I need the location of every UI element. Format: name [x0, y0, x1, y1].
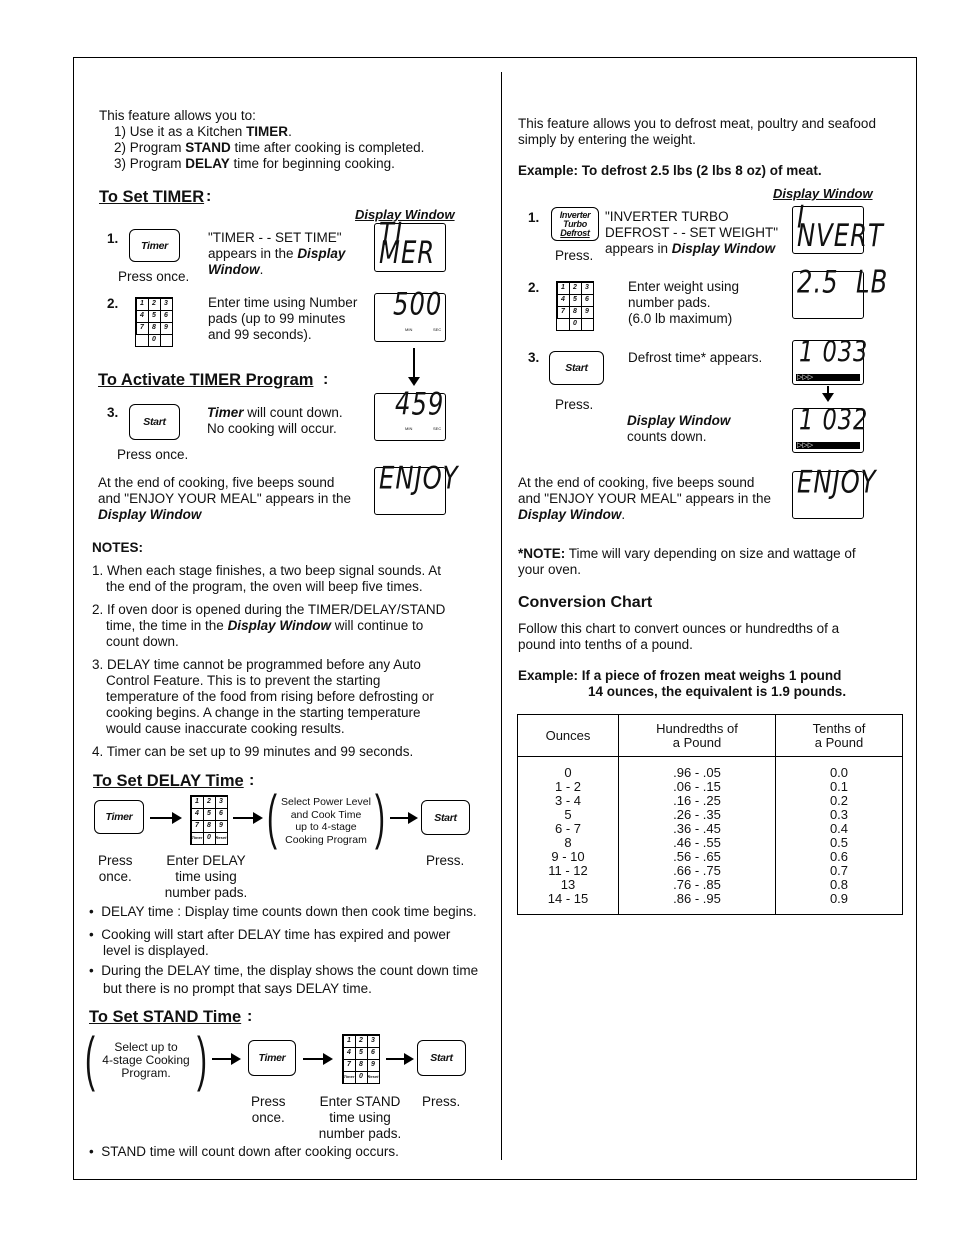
table-header: Ounces Hundredths of a Pound Tenths of a Pound	[518, 715, 903, 757]
delay-bullets: • DELAY time : Display time counts down then cook time begins. • Cooking will start after DELAY time has expired and power level is displayed. • During the DELAY time, the display shows the count down time but there is no prompt that says DELAY time.	[89, 904, 479, 996]
defrost-note: *NOTE: Time will vary depending on size and wattage of your oven.	[518, 546, 856, 577]
set-timer-heading: To Set TIMER	[99, 188, 205, 206]
lcd-display: 500 MIN SEC	[374, 293, 446, 342]
start-key[interactable]: Start	[549, 351, 604, 385]
arrow-right-icon	[150, 817, 180, 819]
intro-item: 3) Program DELAY time for beginning cooking.	[114, 156, 395, 171]
heading-colon: :	[323, 371, 329, 388]
step-number: 1.	[528, 210, 540, 225]
press-label: Press.	[555, 248, 594, 263]
number-pad[interactable]: 1 2 3 4 5 6 7 8 9 0	[135, 297, 173, 347]
timer-key[interactable]: Timer	[94, 800, 144, 834]
press-label: Press.	[422, 1094, 461, 1109]
press-label: Press.	[555, 397, 594, 412]
step-number: 1.	[107, 231, 119, 246]
arrow-right-icon	[390, 817, 416, 819]
timer-key[interactable]: Timer	[129, 229, 180, 262]
step-number: 3.	[107, 405, 119, 420]
end-of-cooking-text: At the end of cooking, five beeps sound and "ENJOY YOUR MEAL" appears in the Display Window	[98, 475, 351, 522]
step2-description: Enter weight using number pads. (6.0 lb maximum)	[628, 279, 740, 326]
defrost-intro: This feature allows you to defrost meat, poultry and seafood simply by entering the weight.	[518, 116, 876, 147]
step1-description: "INVERTER TURBO DEFROST - - SET WEIGHT" appears in Display Window	[605, 209, 779, 256]
step3-description: Timer will count down. No cooking will occur.	[207, 405, 343, 436]
display-window-label: Display Window	[355, 207, 455, 222]
step-number: 2.	[528, 280, 540, 295]
display-window-label: Display Window	[773, 186, 873, 201]
press-once-label: Press once.	[251, 1094, 286, 1125]
press-label: Press.	[426, 853, 465, 868]
heading-colon: :	[247, 1008, 253, 1025]
lcd-display: TI MER	[374, 223, 446, 272]
arrow-right-icon	[303, 1058, 331, 1060]
arrow-right-icon	[233, 817, 261, 819]
heading-colon: :	[206, 188, 212, 205]
number-pad[interactable]: 1 2 3 4 5 6 7 8 9 Timer 0 Reset	[342, 1034, 380, 1084]
number-pad[interactable]: 1 2 3 4 5 6 7 8 9 Timer 0 Reset	[190, 795, 228, 845]
step-number: 2.	[107, 296, 119, 311]
timer-key[interactable]: Timer	[248, 1040, 296, 1076]
arrow-right-icon	[386, 1058, 412, 1060]
counts-down-text: Display Window counts down.	[627, 413, 731, 444]
conversion-intro: Follow this chart to convert ounces or hundredths of a pound into tenths of a pound.	[518, 621, 840, 652]
table-body: 0 1 - 2 3 - 4 5 6 - 7 8 9 - 10 11 - 12 13 14 - 15 .96 - .05 .06 - .15 .16 - .25 .26 - .35 .36 - .45 .46 - .55 .56 - .65 .66 - .75 .76 - .85 .86 - .95 0.0 0.1 0.2 0.3 0.4 0.5 0.6 0.7 0.8 0.9	[518, 757, 903, 915]
heading-colon: :	[249, 772, 255, 789]
lcd-display: ENJOY	[792, 471, 864, 519]
select-power-text: Select Power Level and Cook Time up to 4-stage Cooking Program	[281, 796, 371, 846]
conversion-table	[517, 714, 903, 915]
step3-description: Defrost time* appears.	[628, 350, 763, 365]
paren-left: (	[84, 1025, 95, 1092]
stand-heading: To Set STAND Time	[89, 1008, 242, 1026]
lcd-display: 1 033 ▷▷▷	[792, 340, 864, 385]
activate-timer-heading: To Activate TIMER Program	[98, 371, 314, 389]
arrow-down-icon	[827, 386, 829, 398]
start-key[interactable]: Start	[421, 800, 470, 835]
select-stage-text: Select up to 4-stage Cooking Program.	[102, 1040, 190, 1080]
lcd-display: 1 032 ▷▷▷	[792, 408, 864, 453]
step1-description: "TIMER - - SET TIME" appears in the Display Window.	[208, 230, 346, 277]
lcd-display: I NVERT	[792, 206, 864, 254]
notes-title: NOTES:	[92, 540, 144, 555]
arrow-right-icon	[212, 1058, 239, 1060]
lcd-display: 459 MIN SEC	[374, 393, 446, 441]
press-once-label: Press once.	[117, 447, 189, 462]
stand-bullet: • STAND time will count down after cooking occurs.	[89, 1144, 399, 1159]
step-number: 3.	[528, 350, 540, 365]
lcd-display: ENJOY	[374, 467, 446, 515]
start-key[interactable]: Start	[129, 404, 180, 440]
notes-list: 1. When each stage finishes, a two beep signal sounds. At the end of the program, the oven will beep five times. 2. If oven door is opened during the TIMER/DELAY/STAND time, the time in the Display Window will continue to count down. 3. DELAY time cannot be programmed before any Auto Control Feature. This is to prevent the starting temperature of the food from rising before defrosting or cooking begins. A change in the starting temperature would cause inaccurate cooking results. 4. Timer can be set up to 99 minutes and 99 seconds.	[92, 563, 446, 759]
press-once-label: Press once.	[118, 269, 190, 284]
paren-left: (	[266, 783, 277, 850]
intro-line: This feature allows you to:	[99, 108, 256, 123]
step2-description: Enter time using Number pads (up to 99 minutes and 99 seconds).	[208, 295, 358, 342]
press-once-label: Press once.	[98, 853, 133, 884]
column-divider	[501, 72, 502, 1160]
end-of-cooking-text: At the end of cooking, five beeps sound and "ENJOY YOUR MEAL" appears in the Display Window.	[518, 475, 771, 522]
delay-heading: To Set DELAY Time	[93, 772, 244, 790]
lcd-display: 2.5 LB	[792, 271, 864, 319]
number-pad[interactable]: 1 2 3 4 5 6 7 8 9 0	[556, 281, 594, 331]
intro-item: 1) Use it as a Kitchen TIMER.	[114, 124, 292, 139]
conversion-example: Example: If a piece of frozen meat weighs 1 pound 14 ounces, the equivalent is 1.9 pounds.	[518, 668, 847, 699]
enter-stand-label: Enter STAND time using number pads.	[318, 1094, 402, 1141]
start-key[interactable]: Start	[417, 1040, 466, 1076]
intro-text	[99, 108, 424, 172]
arrow-down-icon	[413, 348, 415, 382]
enter-delay-label: Enter DELAY time using number pads.	[164, 853, 248, 900]
intro-item: 2) Program STAND time after cooking is completed.	[114, 140, 425, 155]
inverter-turbo-defrost-key[interactable]: Inverter Turbo Defrost	[551, 207, 599, 241]
conversion-chart-heading: Conversion Chart	[518, 594, 653, 611]
paren-right: )	[374, 783, 385, 850]
paren-right: )	[196, 1025, 207, 1092]
defrost-example: Example: To defrost 2.5 lbs (2 lbs 8 oz) of meat.	[518, 163, 822, 178]
